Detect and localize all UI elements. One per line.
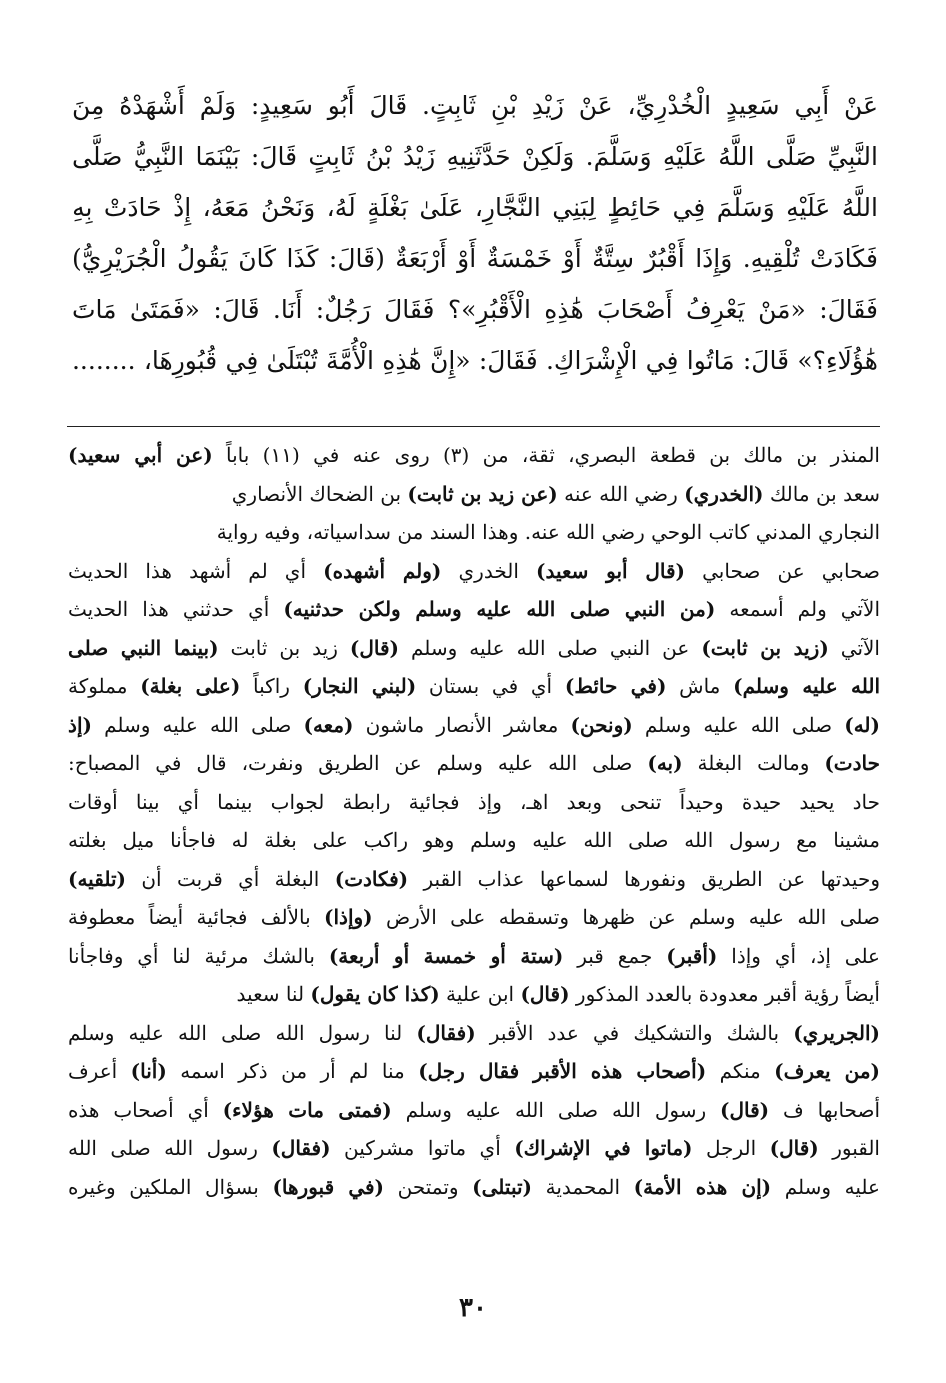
quoted-phrase: (قال)	[769, 1136, 819, 1160]
commentary-text	[66, 436, 880, 1206]
commentary-segment: ماش	[666, 674, 734, 698]
commentary-line	[66, 1168, 880, 1207]
commentary-segment: المحمدية	[532, 1174, 634, 1199]
quoted-phrase: (إذ	[68, 712, 92, 737]
quoted-phrase: (فقال)	[416, 1020, 476, 1045]
commentary-line	[66, 475, 880, 514]
commentary-segment: لنا رسول الله صلى الله عليه وسلم	[68, 1020, 417, 1045]
quoted-phrase: (إن هذه الأمة)	[633, 1174, 772, 1199]
commentary-segment: بالشك مرئية لنا أي وفاجأنا	[67, 943, 329, 968]
commentary-segment: القبور	[818, 1136, 880, 1160]
hadith-line: فَقَالَ: «مَنْ يَعْرِفُ أَصْحَابَ هَٰذِهِ الْأَقْبُرِ»؟ فَقَالَ رَجُلٌ: أَنَا. قَالَ: «فَمَتَىٰ مَاتَ	[71, 295, 878, 324]
quoted-phrase: (قال أبو سعيد)	[536, 558, 685, 583]
commentary-segment: أي في بستان	[416, 674, 565, 698]
quoted-phrase: (قال)	[719, 1097, 770, 1122]
commentary-segment: رضي الله عنه	[557, 481, 685, 506]
commentary-segment: الآتي	[828, 635, 880, 660]
hadith-line: هَٰؤُلَاءِ؟» قَالَ: مَاتُوا فِي الْإِشْرَاكِ. فَقَالَ: «إِنَّ هَٰذِهِ الْأُمَّةَ تُبْتَلَىٰ فِي قُبُورِهَا، ........	[71, 346, 878, 375]
commentary-line	[66, 590, 880, 629]
quoted-phrase: (ونحن)	[570, 712, 633, 737]
commentary-segment: بالشك والتشكيك في عدد الأقبر	[475, 1020, 794, 1045]
commentary-line	[66, 552, 880, 591]
commentary-segment: منكم	[706, 1059, 775, 1083]
commentary-segment: راكباً	[240, 674, 303, 698]
commentary-line	[66, 513, 880, 552]
quoted-phrase: (عن أبي سعيد)	[68, 443, 213, 467]
commentary-segment: النجاري المدني كاتب الوحي رضي الله عنه. وهذا السند من سداسياته، وفيه رواية	[216, 520, 880, 544]
quoted-phrase: (بينما النبي صلى	[67, 635, 219, 660]
quoted-phrase: (تلقيه)	[68, 866, 126, 891]
commentary-line	[66, 1091, 880, 1130]
quoted-phrase: (على بغلة)	[140, 674, 241, 698]
commentary-segment: زيد بن ثابت	[218, 635, 350, 660]
quoted-phrase: (من النبي صلى الله عليه وسلم ولكن حدثنيه)	[283, 597, 716, 621]
commentary-line	[66, 898, 880, 937]
commentary-line	[66, 975, 880, 1014]
commentary-line	[66, 1129, 880, 1168]
commentary-segment: أعرف	[67, 1059, 131, 1083]
quoted-phrase: (ستة أو خمسة أو أربعة)	[328, 943, 564, 968]
commentary-segment: بالألف فجائية أيضاً معطوفة	[67, 905, 325, 929]
quoted-phrase: (قال)	[349, 635, 399, 660]
commentary-line	[66, 783, 880, 822]
commentary-segment: الخدري	[441, 558, 537, 583]
commentary-segment: عن النبي صلى الله عليه وسلم	[399, 635, 702, 660]
commentary-segment: البغلة أي قربت أن	[126, 866, 335, 891]
commentary-line	[66, 667, 880, 706]
hadith-line: اللَّهُ عَلَيْهِ وَسَلَّمَ فِي حَائِطٍ لِبَنِي النَّجَّارِ، عَلَىٰ بَغْلَةٍ لَهُ، وَنَحْنُ مَعَهُ، إِذْ حَادَتْ بِهِ	[72, 193, 878, 222]
quoted-phrase: (قال)	[520, 982, 570, 1006]
quoted-phrase: (وإذا)	[324, 905, 373, 929]
quoted-phrase: (كذا كان يقول)	[310, 982, 440, 1006]
commentary-segment: صلى الله عليه وسلم	[632, 712, 845, 737]
quoted-phrase: (به)	[647, 751, 683, 775]
commentary-segment: رسول الله صلى الله عليه وسلم	[391, 1097, 720, 1122]
hadith-line: عَنْ أَبِي سَعِيدٍ الْخُدْرِيِّ، عَنْ زَيْدِ بْنِ ثَابِتٍ. قَالَ أَبُو سَعِيدٍ: وَلَمْ أَشْهَدْهُ مِنَ	[71, 91, 878, 120]
quoted-phrase: (أقبر)	[666, 943, 718, 968]
commentary-line	[66, 937, 880, 976]
quoted-phrase: (ماتوا في الإشراك)	[514, 1136, 693, 1160]
commentary-line	[66, 744, 880, 783]
commentary-segment: بسؤال الملكين وغيره	[68, 1174, 273, 1199]
commentary-segment: مشينا مع رسول الله صلى الله عليه وسلم وهو راكب على بغلة له فاجأنا ميل بغلته	[67, 828, 880, 852]
quoted-phrase: (الجريري)	[793, 1020, 880, 1045]
commentary-segment: لنا سعيد	[236, 982, 311, 1006]
commentary-segment: ابن علية	[439, 982, 521, 1006]
commentary-segment: صلى الله عليه وسلم عن ظهرها وتسقطه على الأرض	[372, 905, 880, 929]
quoted-phrase: (له)	[844, 712, 880, 737]
commentary-segment: أي ماتوا مشركين	[330, 1136, 515, 1160]
commentary-line	[66, 436, 880, 475]
commentary-line	[66, 1052, 880, 1091]
commentary-segment: ومالت البغلة	[682, 751, 825, 775]
commentary-segment: عليه وسلم	[771, 1174, 880, 1199]
commentary-segment: معاشر الأنصار ماشون	[353, 712, 571, 737]
commentary-segment: حاد يحيد حيدة وحيداً تنحى وبعد اهـ، وإذ فجائية رابطة لجواب بينما أي بينا أوقات	[67, 789, 880, 814]
commentary-line	[66, 860, 880, 899]
commentary-segment: وحيدتها عن الطريق ونفورها لسماعها عذاب القبر	[408, 866, 880, 891]
commentary-segment: صحابي عن صحابي	[685, 558, 880, 583]
quoted-phrase: (فقال)	[271, 1136, 331, 1160]
footnote-divider	[67, 426, 880, 427]
commentary-segment: صلى الله عليه وسلم	[91, 712, 304, 737]
hadith-line: فَكَادَتْ تُلْقِيهِ. وَإِذَا أَقْبُرٌ سِتَّةٌ أَوْ خَمْسَةٌ أَوْ أَرْبَعَةٌ (قَالَ: كَذَا كَانَ يَقُولُ الْجُرَيْرِيُّ)	[72, 244, 878, 273]
commentary-segment: جمع قبر	[563, 943, 667, 968]
quoted-phrase: (فمتى مات هؤلاء)	[222, 1097, 392, 1122]
commentary-segment: على إذ، أي وإذا	[717, 943, 880, 968]
commentary-line	[66, 706, 880, 745]
commentary-segment: رسول الله صلى الله	[67, 1136, 272, 1160]
commentary-segment: أي حدثني هذا الحديث	[67, 597, 284, 621]
commentary-segment: مملوكة	[67, 674, 141, 698]
commentary-line	[66, 821, 880, 860]
quoted-phrase: الله عليه وسلم)	[733, 674, 880, 698]
commentary-segment: بن الضحاك الأنصاري	[231, 481, 408, 506]
commentary-segment: منا لم أر من ذكر اسمه	[166, 1059, 419, 1083]
quoted-phrase: (ولم أشهده)	[323, 558, 442, 583]
quoted-phrase: (أنا)	[130, 1059, 167, 1083]
quoted-phrase: (من يعرف)	[774, 1059, 880, 1083]
quoted-phrase: (في قبورها)	[272, 1174, 385, 1199]
quoted-phrase: (معه)	[303, 712, 354, 737]
commentary-segment: الرجل	[692, 1136, 770, 1160]
commentary-segment: أي لم أشهد هذا الحديث	[67, 558, 324, 583]
quoted-phrase: (في حائط)	[564, 674, 667, 698]
commentary-segment: وتمتحن	[384, 1174, 473, 1199]
commentary-segment: الآتي ولم أسمعه	[715, 597, 880, 621]
hadith-line: النَّبِيِّ صَلَّى اللَّهُ عَلَيْهِ وَسَلَّمَ. وَلَكِنْ حَدَّثَنِيهِ زَيْدُ بْنُ ثَابِتٍ قَالَ: بَيْنَمَا النَّبِيُّ صَلَّى	[72, 142, 878, 171]
commentary-segment: المنذر بن مالك بن قطعة البصري، ثقة، من (٣) روى عنه في (١١) باباً	[212, 443, 880, 467]
quoted-phrase: حادت)	[824, 751, 880, 775]
commentary-segment: أي أصحاب هذه	[67, 1097, 223, 1122]
quoted-phrase: (زيد بن ثابت)	[701, 635, 829, 660]
quoted-phrase: (الخدري)	[684, 481, 764, 506]
page-number: ٣٠	[459, 1293, 487, 1323]
quoted-phrase: (تبتلى)	[472, 1174, 533, 1199]
quoted-phrase: (لبني النجار)	[302, 674, 417, 698]
hadith-text	[70, 80, 878, 386]
quoted-phrase: (عن زيد بن ثابت)	[407, 481, 558, 506]
commentary-segment: سعد بن مالك	[763, 481, 880, 506]
commentary-segment: أصحابها ف	[769, 1097, 880, 1122]
commentary-line	[66, 1014, 880, 1053]
quoted-phrase: (فكادت)	[334, 866, 409, 891]
commentary-segment: صلى الله عليه وسلم عن الطريق ونفرت، قال في المصباح:	[67, 751, 648, 775]
commentary-line	[66, 629, 880, 668]
commentary-segment: أيضاً رؤية أقبر معدودة بالعدد المذكور	[569, 982, 880, 1006]
quoted-phrase: (أصحاب هذه الأقبر فقال رجل)	[418, 1059, 707, 1083]
